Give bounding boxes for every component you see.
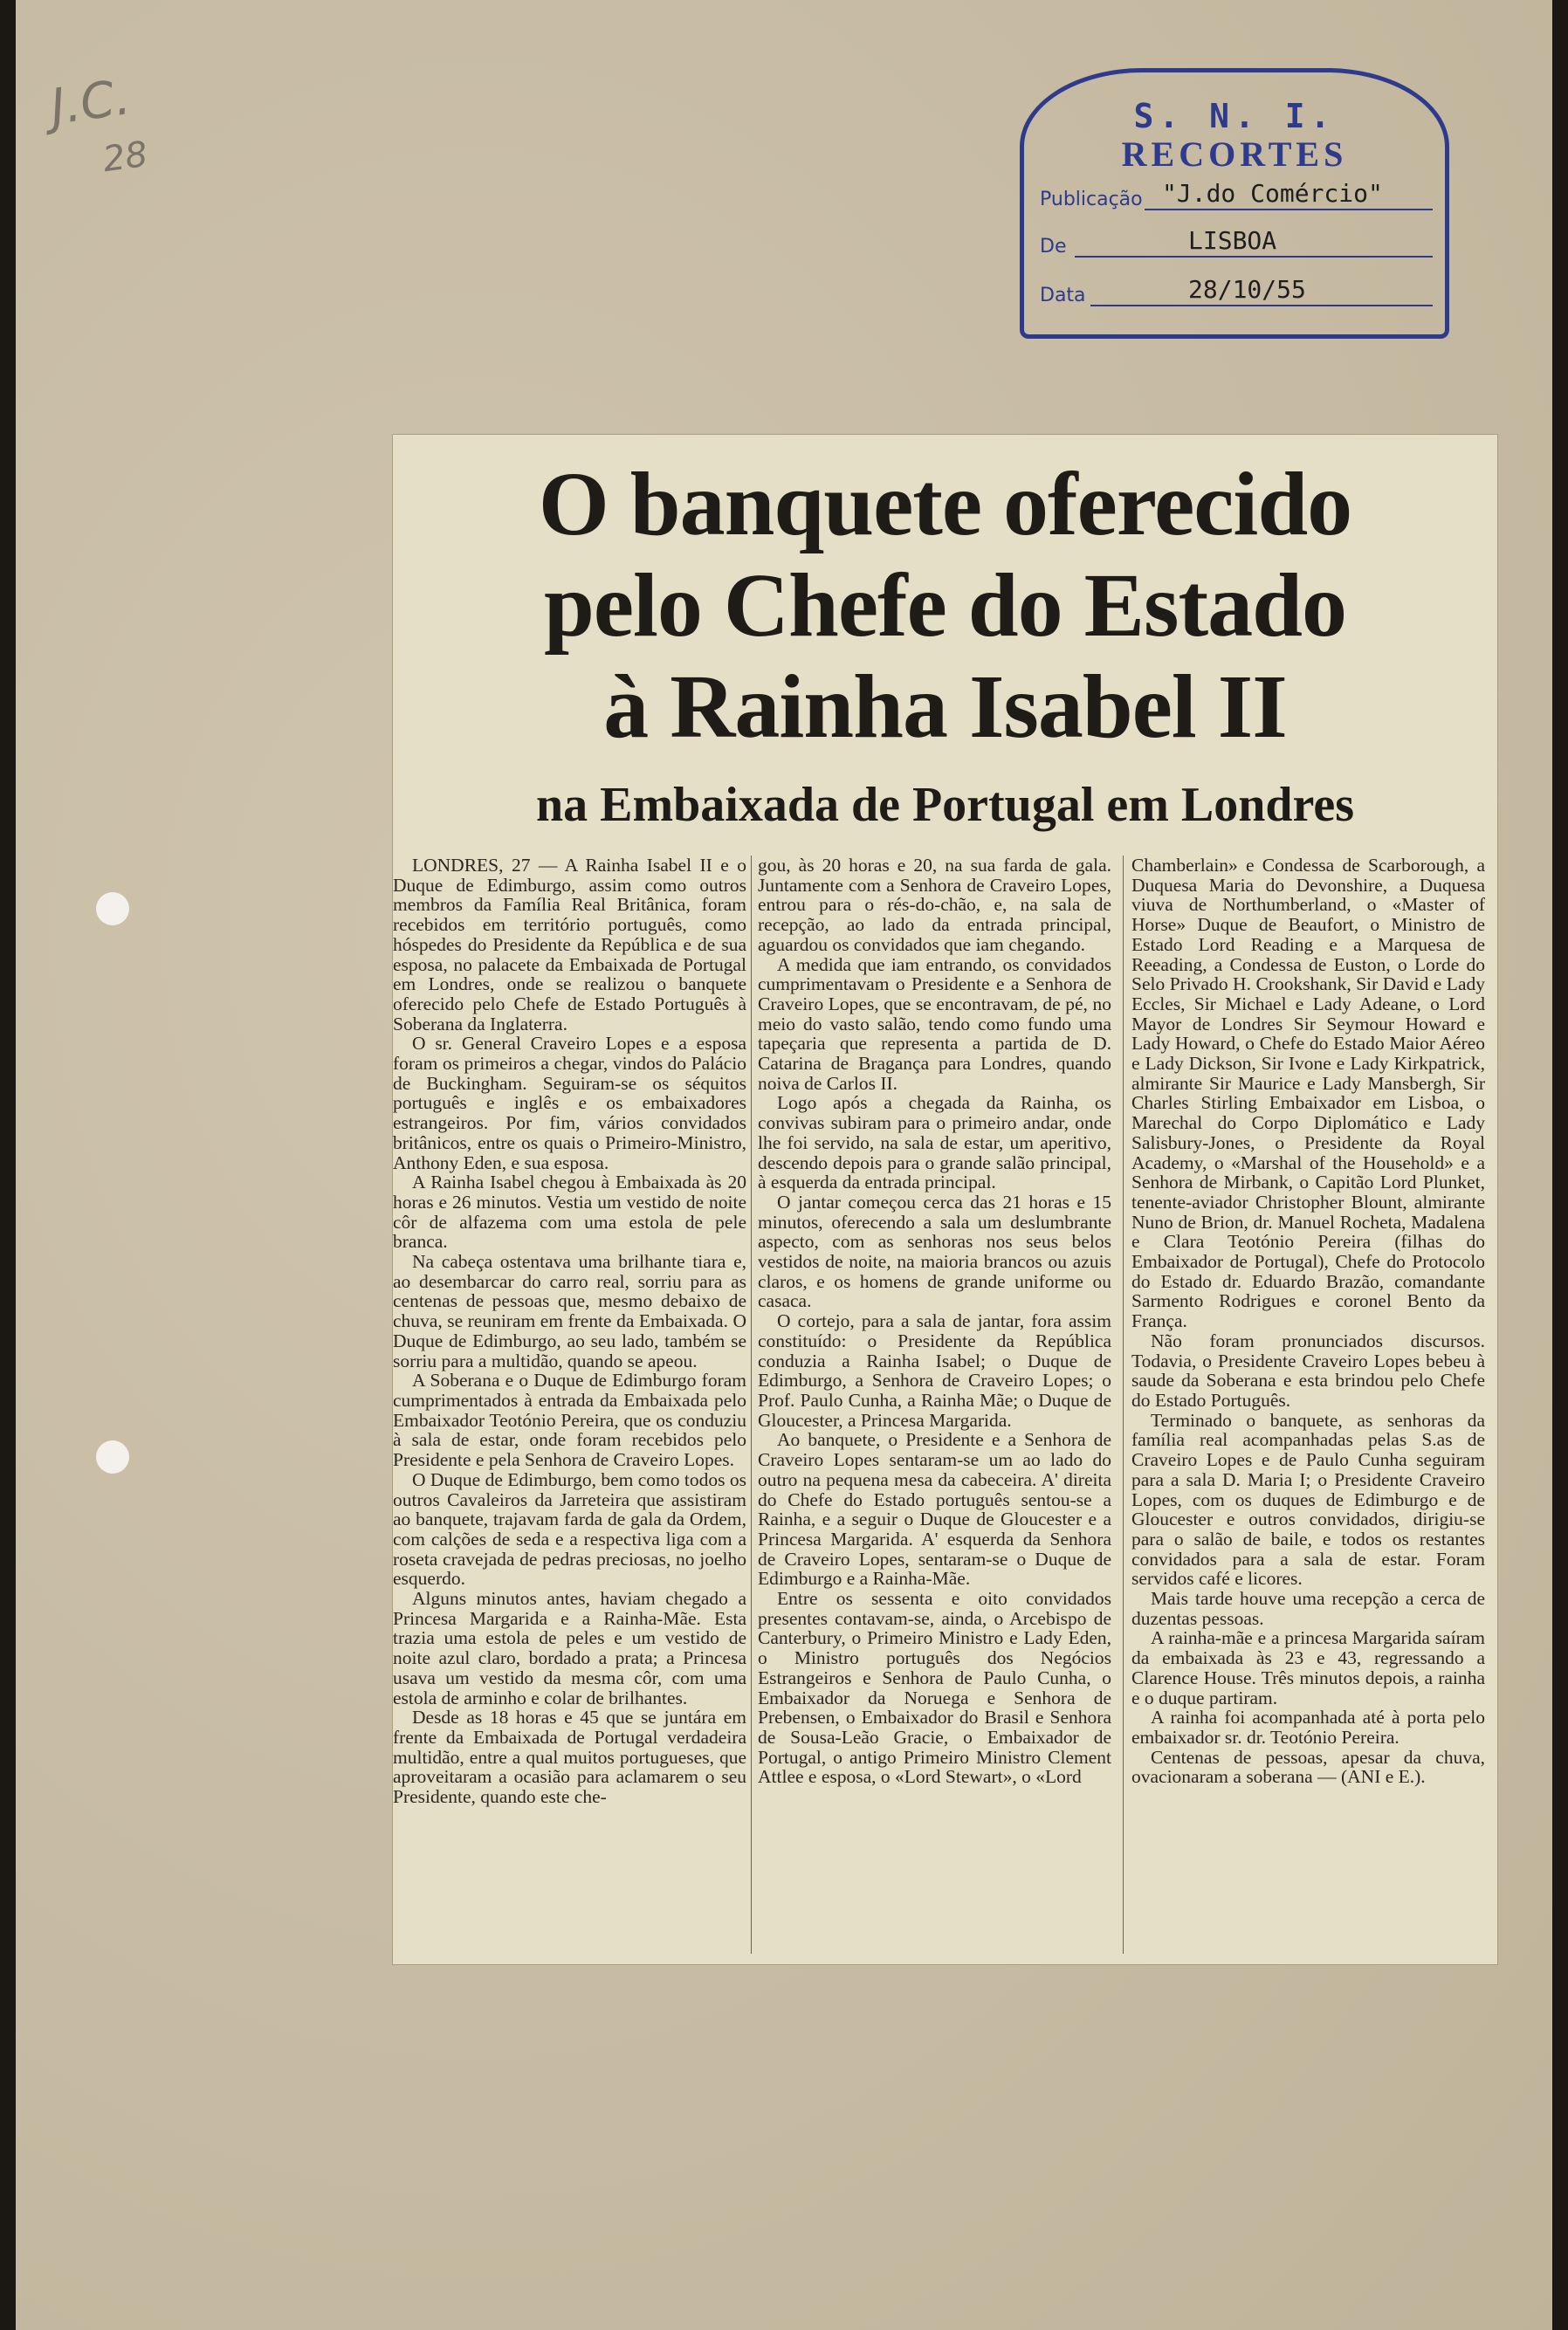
headline-line-3: à Rainha Isabel II [603, 656, 1287, 757]
col2-paragraph: O cortejo, para a sala de jantar, fora assim constituído: o Presidente da República conduzia a Rainha Isabel; o Duque de Edimburgo, a Senhora de Craveiro Lopes; o Prof. Paulo Cunha, a Rainha Mãe; o Duque de Gloucester, a Princesa Margarida. [758, 1310, 1111, 1431]
col3-paragraph: Mais tarde houve uma recepção a cerca de duzentas pessoas. [1131, 1588, 1485, 1629]
article-column-2 [758, 856, 1111, 1955]
stamp-agency: S. N. I. [1133, 97, 1336, 135]
col1-paragraph: Alguns minutos antes, haviam chegado a Princesa Margarida e a Rainha-Mãe. Esta trazia uma estola de peles e um vestido de noite azul claro, bordado a prata; a Princesa usava um vestido da mesma côr, com uma estola de arminho e colar de brilhantes. [393, 1588, 746, 1708]
stamp-origin-row [1040, 223, 1433, 263]
col2-paragraph: Logo após a chegada da Rainha, os convivas subiram para o primeiro andar, onde lhe foi servido, na sala de estar, um aperitivo, descendo depois para o grande salão principal, à esquerda da entrada principal. [758, 1092, 1111, 1193]
newspaper-clipping [393, 435, 1497, 1964]
col3-paragraph: Centenas de pessoas, apesar da chuva, ovacionaram a soberana — (ANI e E.). [1131, 1746, 1485, 1788]
pencil-annotation-initials: J.C. [46, 68, 134, 137]
col1-paragraph: O Duque de Edimburgo, bem como todos os outros Cavaleiros da Jarreteira que assistiram ao banquete, trajavam farda de gala da Ordem, com calções de seda e a respectiva liga com a roseta cravejada de pedras preciosas, no joelho esquerdo. [393, 1468, 746, 1590]
col1-paragraph: Na cabeça ostentava uma brilhante tiara e, ao desembarcar do carro real, sorriu para as centenas de pessoas que, mesmo debaixo de chuva, se reuniram em frente da Embaixada. O Duque de Edimburgo, ao seu lado, também se sorriu para a multidão, quando se apeou. [393, 1251, 746, 1371]
stamp-publication-label: Publicação [1040, 189, 1143, 210]
stamp-publication-value: "J.do Comércio" [1162, 179, 1383, 208]
col1-paragraph: A Rainha Isabel chegou à Embaixada às 20 horas e 26 minutos. Vestia um vestido de noite côr de alfazema com uma estola de pele branca. [393, 1172, 746, 1253]
col3-paragraph: Não foram pronunciados discursos. Todavia, o Presidente Craveiro Lopes bebeu à saude da Soberana e esta brindou pelo Chefe do Estado Português. [1131, 1330, 1485, 1411]
punch-hole-bottom [96, 1440, 129, 1474]
col1-paragraph: LONDRES, 27 — A Rainha Isabel II e o Duque de Edimburgo, assim como outros membros da Família Real Britânica, foram recebidos em território português, como hóspedes do Presidente da República e de sua esposa, no palacete da Embaixada de Portugal em Londres, onde se realizou o banquete oferecido pelo Chefe de Estado Português à Soberana da Inglaterra. [393, 856, 746, 1034]
stamp-date-row [1040, 271, 1433, 312]
col3-paragraph: A rainha foi acompanhada até à porta pelo embaixador sr. dr. Teotónio Pereira. [1131, 1707, 1485, 1748]
col2-paragraph: O jantar começou cerca das 21 horas e 15 minutos, oferecendo a sala um deslumbrante aspecto, com as senhoras nos seus belos vestidos de noite, na maioria brancos ou azuis claros, e os homens de grande uniforme ou casaca. [758, 1191, 1111, 1312]
article-column-3 [1131, 856, 1485, 1955]
stamp-date-value: 28/10/55 [1188, 275, 1306, 304]
archive-page [16, 0, 1552, 2330]
stamp-origin-label: De [1040, 236, 1067, 258]
col1-paragraph: A Soberana e o Duque de Edimburgo foram cumprimentados à entrada da Embaixada pelo Embaixador Teotónio Pereira, que os conduziu à sala de estar, onde foram recebidos pelo Presidente e pela Senhora de Craveiro Lopes. [393, 1370, 746, 1471]
col2-paragraph: gou, às 20 horas e 20, na sua farda de gala. Juntamente com a Senhora de Craveiro Lopes, entrou para o rés-do-chão, e, na sala de recepção, ao lado da entrada principal, aguardou os convidados que iam chegando. [758, 856, 1111, 955]
headline-line-1: O banquete oferecido [538, 454, 1352, 554]
stamp-publication-row [1040, 175, 1433, 216]
sni-clipping-stamp [1020, 68, 1449, 339]
article-column-1 [393, 856, 746, 1955]
col3-paragraph: Terminado o banquete, as senhoras da família real acompanhadas pelas S.as de Craveiro Lopes e de Paulo Cunha seguiram para a sala D. Maria I; o Presidente Craveiro Lopes, com os duques de Edimburgo e de Gloucester e outros convidados, dirigiu-se para o salão de baile, e todos os restantes convidados para a sala de estar. Foram servidos café e licores. [1131, 1409, 1485, 1590]
col3-paragraph: Chamberlain» e Condessa de Scarborough, a Duquesa Maria do Devonshire, a Duquesa viuva de Northumberland, o «Master of Horse» Duque de Beaufort, o Ministro de Estado Lord Reading e a Marquesa de Reeading, a Condessa de Euston, o Lorde do Selo Privado H. Crookshank, Sir David e Lady Eccles, Sir Michael e Lady Adeane, o Lord Mayor de Londres Sir Seymour Howard e Lady Howard, o Chefe do Estado Maior Aéreo e Lady Dickson, Sir Ivone e Lady Kirkpatrick, almirante Sir Maurice e Lady Mansbergh, Sir Charles Stirling Embaixador em Lisboa, o Marechal do Corpo Diplomático e Lady Salisbury-Jones, o Presidente da Royal Academy, o «Marshal of the Household» e a Senhora de Mirbank, o Capitão Lord Plunket, tenente-aviador Christopher Blount, almirante Nuno de Brion, dr. Manuel Rocheta, Madalena e Clara Teotónio Pereira (filhas do Embaixador de Portugal), Chefe do Protocolo do Estado dr. Eduardo Brazão, comandante Sarmento Rodrigues e coronel Bento da França. [1131, 856, 1485, 1332]
stamp-origin-value: LISBOA [1188, 226, 1277, 255]
col2-paragraph: A medida que iam entrando, os convidados cumprimentavam o Presidente e a Senhora de Craveiro Lopes, que se encontravam, de pé, no meio do vasto salão, tendo como fundo uma tapeçaria que representa a partida de D. Catarina de Bragança para Londres, quando noiva de Carlos II. [758, 953, 1111, 1094]
col2-paragraph: Ao banquete, o Presidente e a Senhora de Craveiro Lopes sentaram-se um ao lado do outro na pequena mesa da cabeceira. A' direita do Chefe do Estado português sentou-se a Rainha, e a seguir o Duque de Gloucester e a Princesa Margarida. A' esquerda da Senhora de Craveiro Lopes, sentaram-se o Duque de Edimburgo e a Rainha-Mãe. [758, 1429, 1111, 1590]
subheadline: na Embaixada de Portugal em Londres [535, 778, 1355, 832]
stamp-date-label: Data [1040, 285, 1086, 306]
col1-paragraph: O sr. General Craveiro Lopes e a esposa foram os primeiros a chegar, vindos do Palácio de Buckingham. Seguiram-se os séquitos português e inglês e os embaixadores estrangeiros. Por fim, vários convidados britânicos, entre os quais o Primeiro-Ministro, Anthony Eden, e sua esposa. [393, 1033, 746, 1173]
col1-paragraph: Desde as 18 horas e 45 que se juntára em frente da Embaixada de Portugal verdadeira multidão, entre a qual muitos portugueses, que aproveitaram a ocasião para aclamarem o seu Presidente, quando este che- [393, 1707, 746, 1808]
column-divider [751, 856, 752, 1954]
punch-hole-top [96, 892, 129, 925]
pencil-annotation-number: 28 [100, 134, 150, 181]
col2-paragraph: Entre os sessenta e oito convidados presentes contavam-se, ainda, o Arcebispo de Canterbury, o Primeiro Ministro e Lady Eden, o Ministro português dos Negócios Estrangeiros e Senhora de Paulo Cunha, o Embaixador da Noruega e Senhora de Prebensen, o Embaixador do Brasil e Senhora de Sousa-Leão Gracie, o Embaixador de Portugal, o antigo Primeiro Ministro Clement Attlee e esposa, o «Lord Stewart», o «Lord [758, 1588, 1111, 1788]
col3-paragraph: A rainha-mãe e a princesa Margarida saíram da embaixada às 23 e 43, regressando a Clarence House. Três minutos depois, a rainha e o duque partiram. [1131, 1627, 1485, 1708]
stamp-title: RECORTES [1121, 134, 1348, 174]
headline-line-2: pelo Chefe do Estado [544, 555, 1346, 656]
column-divider [1123, 856, 1124, 1954]
